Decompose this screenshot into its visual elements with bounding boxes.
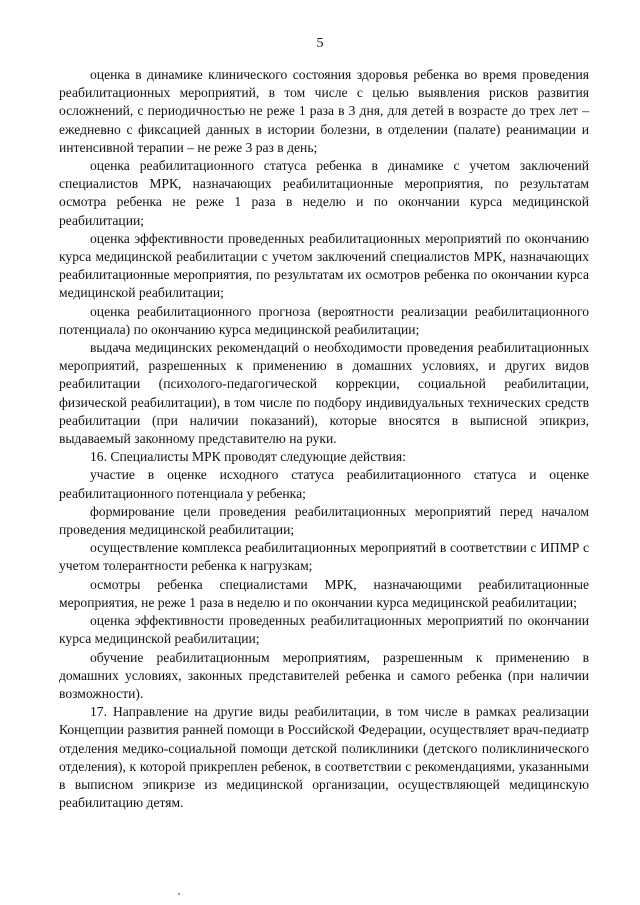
paragraph-initial-status: участие в оценке исходного статуса реабилитационного статуса и оценке реабилитационного потенциала у ребенка; (59, 467, 589, 501)
clause-17: 17. Направление на другие виды реабилитации, в том числе в рамках реализации Концепции развития ранней помощи в Российской Федерации, осуществляет врач-педиатр отделения медико-социальной помощи детской поликлиники (детского поликлинического отделения), к которой прикреплен ребенок, в соответствии с рекомендациями, указанными в выписном эпикризе из медицинской организации, осуществляющей медицинскую реабилитацию детям. (59, 704, 589, 811)
page-number: 5 (316, 36, 324, 51)
paragraph-rehab-status: оценка реабилитационного статуса ребенка в динамике с учетом заключений специалистов МРК, назначающих реабилитационные мероприятия, по результатам осмотра ребенка не реже 1 раза в неделю и по окончании курса медицинской реабилитации; (59, 158, 589, 228)
paragraph-training: обучение реабилитационным мероприятиям, разрешенным к применению в домашних условиях, законных представителей ребенка и самого ребенка (при наличии возможности). (59, 649, 589, 701)
document-body (59, 66, 589, 812)
paragraph-recommendations: выдача медицинских рекомендаций о необходимости проведения реабилитационных мероприятий, разрешенных к применению в домашних условиях, и других видов реабилитации (психолого-педагогической коррекции, социальной реабилитации, физической реабилитации), в том числе по подбору индивидуальных технических средств реабилитации (при наличии показаний), которые вносятся в выписной эпикриз, выдаваемый законному представителю на руки. (59, 340, 589, 447)
clause-16-heading: 16. Специалисты МРК проводят следующие действия: (90, 449, 406, 465)
paragraph-effectiveness: оценка эффективности проведенных реабилитационных мероприятий по окончанию курса медицинской реабилитации с учетом заключений специалистов МРК, назначающих реабилитационные мероприятия, по результатам их осмотров ребенка по окончании курса медицинской реабилитации; (59, 230, 589, 301)
paragraph-clinical-assessment: оценка в динамике клинического состояния здоровья ребенка во время проведения реабилитационных мероприятий, в том числе с целью выявления рисков развития осложнений, с периодичностью не реже 1 раза в 3 дня, для детей в возрасте до трех лет – ежедневно с фиксацией данных в истории болезни, в отделении (палате) реанимации и интенсивной терапии – не реже 3 раз в день; (59, 67, 589, 155)
paragraph-complex-measures: осуществление комплекса реабилитационных мероприятий в соответствии с ИПМР с учетом толерантности ребенка к нагрузкам; (59, 540, 589, 574)
scan-speck (178, 893, 180, 895)
paragraph-effectiveness-final: оценка эффективности проведенных реабилитационных мероприятий по окончании курса медицинской реабилитации; (59, 613, 589, 647)
paragraph-goal-setting: формирование цели проведения реабилитационных мероприятий перед началом проведения медицинской реабилитации; (59, 503, 589, 538)
paragraph-prognosis: оценка реабилитационного прогноза (вероятности реализации реабилитационного потенциала) по окончанию курса медицинской реабилитации; (59, 303, 589, 337)
paragraph-examinations: осмотры ребенка специалистами МРК, назначающими реабилитационные мероприятия, не реже 1 раза в неделю и по окончании курса медицинской реабилитации; (59, 576, 589, 610)
